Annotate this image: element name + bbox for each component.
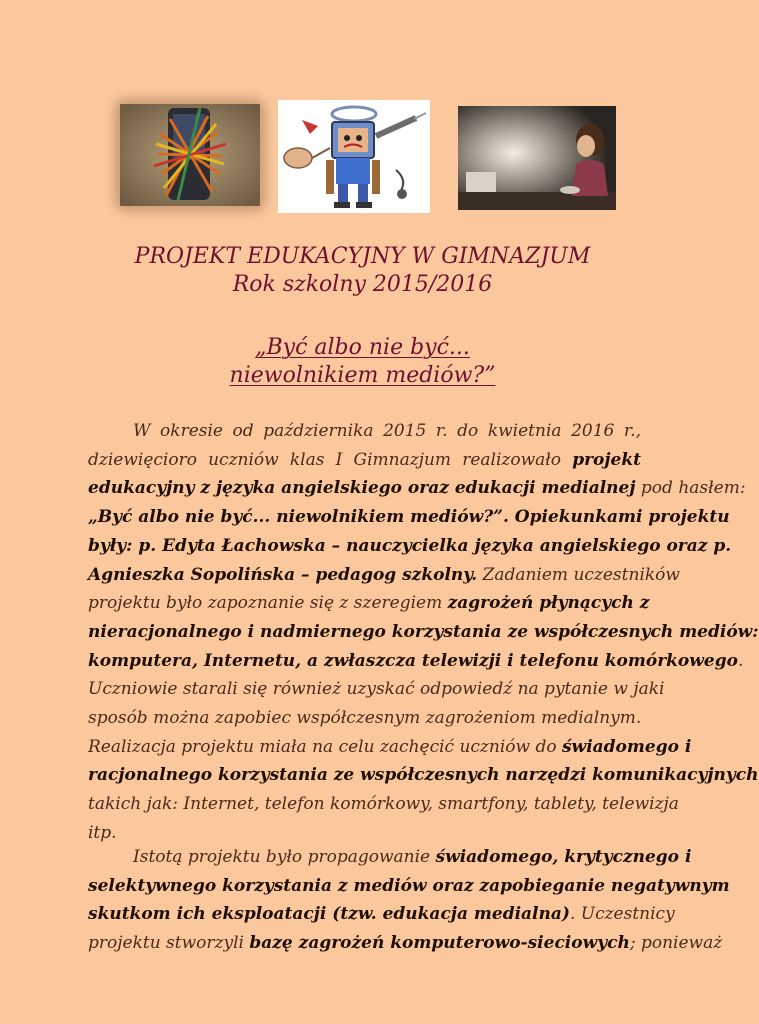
text-line	[88, 733, 692, 761]
text-run: sposób można zapobiec współczesnym zagrożeniom medialnym.	[88, 708, 642, 728]
text-line	[88, 675, 665, 703]
text-run: Zadaniem uczestników	[477, 564, 680, 585]
text-run: projektu było zapoznanie się z szeregiem	[88, 593, 448, 614]
text-run: projektu stworzyli	[88, 933, 250, 954]
text-line	[88, 446, 641, 474]
bold-text: zagrożeń płynących z	[447, 593, 650, 614]
text-line	[88, 704, 641, 732]
bold-text: nieracjonalnego i nadmiernego korzystania ze współczesnych mediów:	[88, 621, 759, 642]
text-run: dziewięcioro uczniów klas I Gimnazjum realizowało	[88, 449, 573, 470]
text-line	[88, 474, 746, 502]
bold-text: Agnieszka Sopolińska – pedagog szkolny.	[88, 564, 478, 585]
text-line	[88, 561, 680, 589]
text-run: Istotą projektu było propagowanie	[133, 847, 436, 867]
text-run: ; ponieważ	[629, 933, 723, 954]
text-run: Uczniowie starali się również uzyskać odpowiedź na pytanie w jaki	[88, 679, 665, 700]
text-run: takich jak: Internet, telefon komórkowy, smartfony, tablety, telewizja	[88, 794, 679, 815]
bold-text: świadomego i	[561, 736, 692, 757]
project-motto-line-1: „Być albo nie być...	[255, 335, 470, 360]
photo-strip	[0, 100, 725, 215]
text-line	[133, 843, 692, 871]
bold-text: świadomego, krytycznego i	[435, 847, 692, 867]
bold-text: selektywnego korzystania z mediów oraz zapobieganie negatywnym	[88, 875, 730, 896]
bold-text: projekt	[572, 449, 641, 470]
text-line	[88, 618, 759, 646]
text-line	[88, 872, 730, 900]
text-run: .	[737, 650, 744, 671]
project-motto-line-2: niewolnikiem mediów?”	[229, 363, 496, 388]
bold-text: „Być albo nie być... niewolnikiem mediów?”. Opiekunkami projektu	[88, 507, 730, 528]
text-run: Realizacja projektu miała na celu zachęcić uczniów do	[88, 736, 562, 757]
text-line	[88, 647, 744, 675]
text-line	[88, 532, 732, 560]
text-run: pod hasłem:	[635, 478, 746, 499]
text-run: W okresie od października 2015 r. do kwietnia 2016 r.,	[133, 421, 641, 441]
bold-text: komputera, Internetu, a zwłaszcza telewizji i telefonu komórkowego	[88, 650, 738, 671]
bold-text: edukacyjny z języka angielskiego oraz edukacji medialnej	[88, 478, 636, 499]
bold-text: bazę zagrożeń komputerowo-sieciowych	[249, 933, 630, 954]
phone-tangled-in-rubber-bands-photo	[120, 104, 260, 206]
text-line	[88, 503, 730, 531]
bold-text: racjonalnego korzystania ze współczesnych narzędzi komunikacyjnych	[88, 765, 759, 786]
text-line	[88, 929, 723, 957]
text-run: itp.	[88, 822, 117, 843]
text-line	[133, 417, 641, 445]
text-line	[88, 900, 675, 928]
tv-head-cartoon-illustration	[278, 100, 430, 213]
project-title: PROJEKT EDUKACYJNY W GIMNAZJUM	[134, 244, 591, 269]
school-year: Rok szkolny 2015/2016	[232, 272, 493, 297]
girl-watching-glowing-screen-photo	[458, 106, 616, 210]
text-line	[88, 589, 650, 617]
bold-text: skutkom ich eksploatacji (tzw. edukacja medialna)	[88, 904, 570, 925]
bold-text: były: p. Edyta Łachowska – nauczycielka języka angielskiego oraz p.	[88, 535, 732, 556]
text-line	[88, 761, 759, 789]
text-line	[88, 790, 679, 818]
text-run: . Uczestnicy	[569, 904, 675, 925]
